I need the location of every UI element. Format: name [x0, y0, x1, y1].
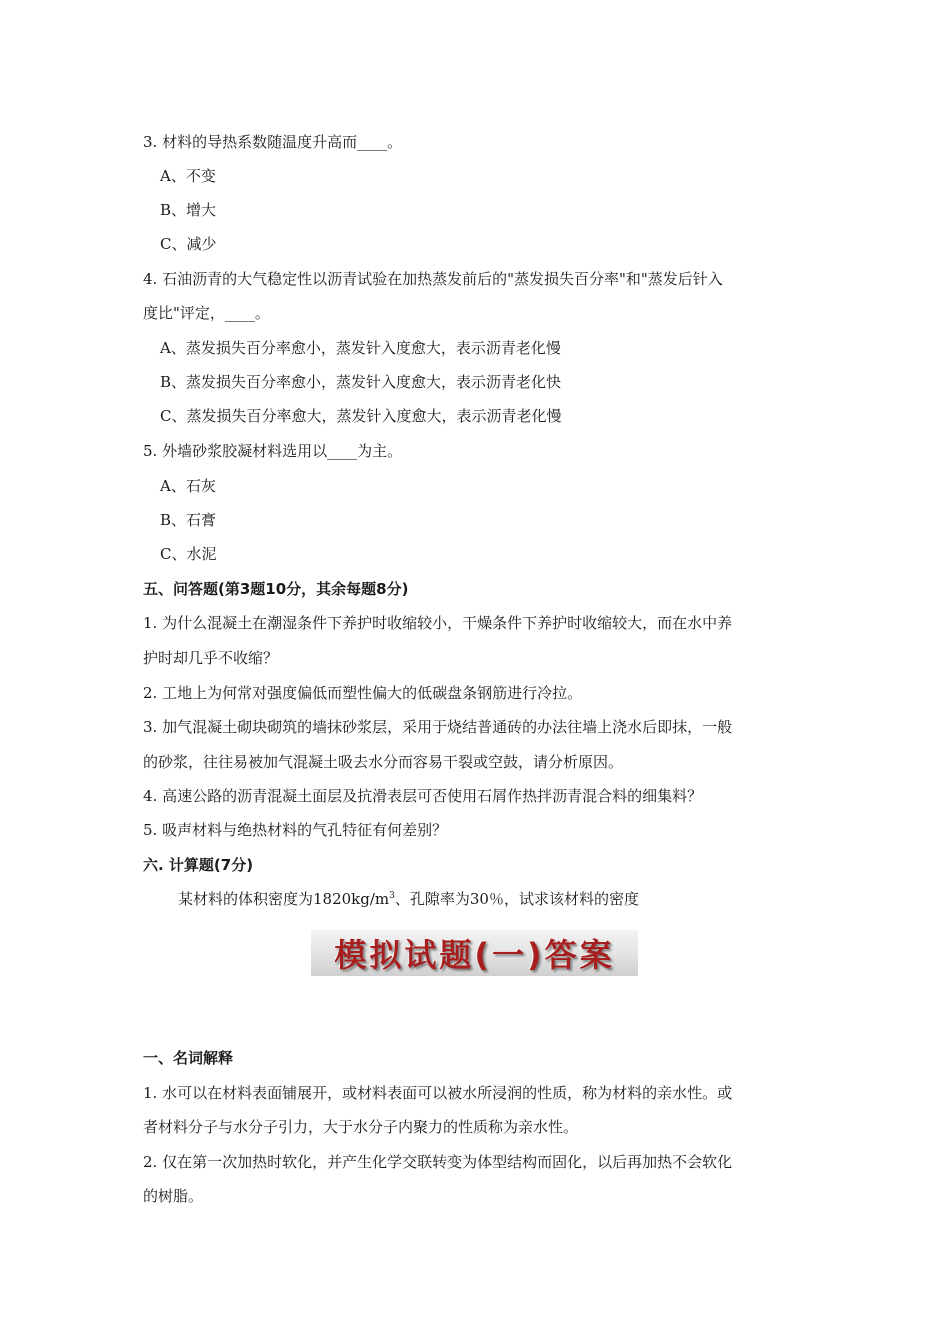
- question-4-option-a: A、蒸发损失百分率愈小，蒸发针入度愈大，表示沥青老化慢: [160, 339, 561, 357]
- question-3: 3. 材料的导热系数随温度升高而____。: [143, 133, 403, 151]
- section-6-heading: 六. 计算题(7分): [143, 856, 254, 874]
- question-4-line-2: 度比"评定，____。: [143, 304, 270, 322]
- question-4-option-c: C、蒸发损失百分率愈大，蒸发针入度愈大，表示沥青老化慢: [160, 407, 562, 425]
- section-6-problem-after: 、孔隙率为30％，试求该材料的密度: [394, 890, 639, 908]
- section-5-item-4: 4. 高速公路的沥青混凝土面层及抗滑表层可否使用石屑作热拌沥青混合料的细集料？: [143, 787, 703, 805]
- answer-banner: [311, 930, 638, 976]
- section-5-item-1-line-2: 护时却几乎不收缩？: [143, 649, 279, 667]
- question-5-option-b: B、石膏: [160, 511, 217, 529]
- section-5-heading: 五、问答题(第3题10分，其余每题8分): [143, 580, 409, 598]
- question-4-option-b: B、蒸发损失百分率愈小，蒸发针入度愈大，表示沥青老化快: [160, 373, 562, 391]
- answer-1-line-1: 1. 水可以在材料表面铺展开，或材料表面可以被水所浸润的性质，称为材料的亲水性。或: [143, 1084, 733, 1102]
- section-6-problem-superscript: 3: [389, 891, 395, 901]
- question-5-option-c: C、水泥: [160, 545, 217, 563]
- question-5-option-a: A、石灰: [160, 477, 216, 495]
- section-5-item-3-line-2: 的砂浆，往往易被加气混凝土吸去水分而容易干裂或空鼓，请分析原因。: [143, 753, 624, 771]
- section-6-problem-before: 某材料的体积密度为1820kg/m: [178, 890, 390, 908]
- section-5-item-3-line-1: 3. 加气混凝土砌块砌筑的墙抹砂浆层，采用于烧结普通砖的办法往墙上浇水后即抹，一般: [143, 718, 733, 736]
- question-4-line-1: 4. 石油沥青的大气稳定性以沥青试验在加热蒸发前后的"蒸发损失百分率"和"蒸发后针入: [143, 270, 723, 288]
- answer-1-line-2: 者材料分子与水分子引力，大于水分子内聚力的性质称为亲水性。: [143, 1118, 579, 1136]
- question-5: 5. 外墙砂浆胶凝材料选用以____为主。: [143, 442, 403, 460]
- answer-2-line-2: 的树脂。: [143, 1187, 204, 1205]
- question-3-option-a: A、不变: [160, 167, 216, 185]
- section-5-item-2: 2. 工地上为何常对强度偏低而塑性偏大的低碳盘条钢筋进行冷拉。: [143, 684, 583, 702]
- section-6-problem: [178, 889, 639, 909]
- question-3-option-c: C、减少: [160, 235, 217, 253]
- section-5-item-5: 5. 吸声材料与绝热材料的气孔特征有何差别？: [143, 821, 448, 839]
- section-5-item-1-line-1: 1. 为什么混凝土在潮湿条件下养护时收缩较小，干燥条件下养护时收缩较大，而在水中养: [143, 614, 733, 632]
- answers-heading: 一、名词解释: [143, 1049, 234, 1067]
- question-3-option-b: B、增大: [160, 201, 217, 219]
- answer-banner-text: 模拟试题(一)答案: [334, 936, 615, 974]
- answer-2-line-1: 2. 仅在第一次加热时软化，并产生化学交联转变为体型结构而固化，以后再加热不会软化: [143, 1153, 733, 1171]
